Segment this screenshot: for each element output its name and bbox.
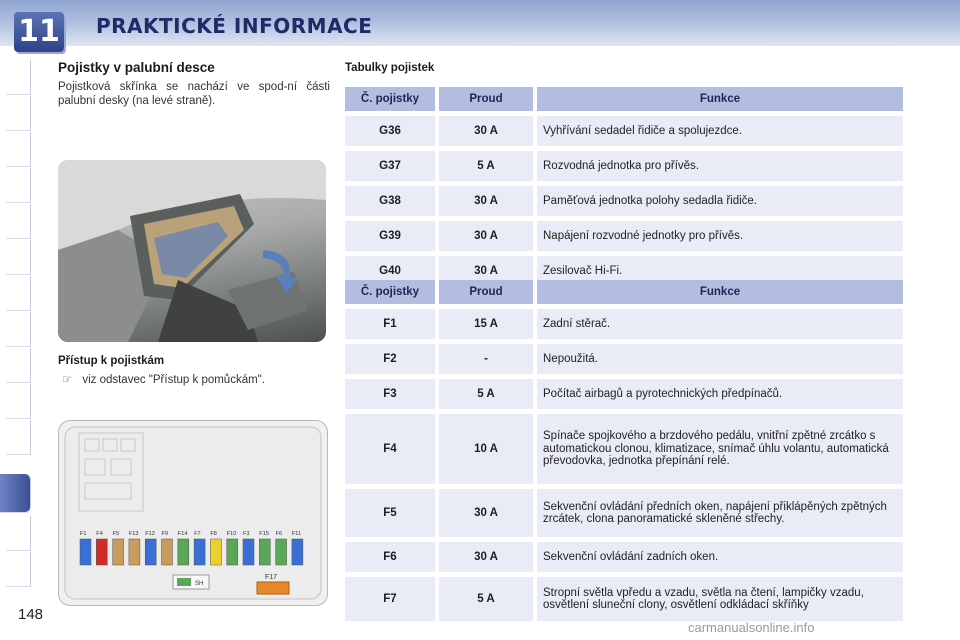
cell-func: Sekvenční ovládání zadních oken.	[537, 542, 903, 572]
fuse	[243, 539, 254, 565]
cell-code: G38	[345, 186, 435, 216]
cell-code: F7	[345, 577, 435, 621]
side-tab[interactable]	[6, 552, 31, 587]
side-tab[interactable]	[6, 420, 31, 455]
fuse	[292, 539, 303, 565]
table-row	[345, 151, 903, 181]
page-title: PRAKTICKÉ INFORMACE	[96, 14, 373, 38]
table-row	[345, 577, 903, 621]
fuse	[162, 539, 173, 565]
fuse	[178, 539, 189, 565]
cell-amp: 5 A	[439, 151, 533, 181]
access-note	[58, 372, 265, 386]
side-tab[interactable]	[6, 60, 31, 95]
cell-amp: 15 A	[439, 309, 533, 339]
fuse-label: F13	[128, 531, 139, 537]
fuse	[276, 539, 287, 565]
cell-amp: 30 A	[439, 489, 533, 537]
cell-amp: 30 A	[439, 221, 533, 251]
side-tab[interactable]	[6, 96, 31, 131]
watermark: carmanualsonline.info	[688, 620, 815, 635]
cell-func: Počítač airbagů a pyrotechnických předpínačů.	[537, 379, 903, 409]
fuse-label: F9	[161, 531, 169, 537]
fuse-label: F4	[96, 531, 103, 537]
access-title: Přístup k pojistkám	[58, 355, 165, 367]
intro-section	[58, 60, 330, 108]
header-code: Č. pojistky	[345, 87, 435, 111]
fuse-label: F15	[259, 531, 269, 537]
fuse	[194, 539, 205, 565]
side-tab[interactable]	[6, 312, 31, 347]
cell-code: G39	[345, 221, 435, 251]
cell-amp: 5 A	[439, 577, 533, 621]
header-amp: Proud	[439, 280, 533, 304]
fuse-label: F14	[177, 531, 188, 537]
cell-func: Paměťová jednotka polohy sedadla řidiče.	[537, 186, 903, 216]
fuse-label: F11	[291, 531, 302, 537]
cell-amp: 5 A	[439, 379, 533, 409]
side-tab[interactable]	[6, 168, 31, 203]
cell-amp: 30 A	[439, 256, 533, 286]
side-tab[interactable]	[6, 516, 31, 551]
fuse-label: F1	[80, 531, 87, 537]
side-tab[interactable]	[6, 132, 31, 167]
cell-code: G36	[345, 116, 435, 146]
cell-code: G37	[345, 151, 435, 181]
table-row	[345, 379, 903, 409]
fuse	[259, 539, 270, 565]
fuse-label: F5	[112, 531, 120, 537]
fuse-label: F3	[243, 531, 250, 537]
table-header-row	[345, 87, 903, 111]
big-fuse	[257, 582, 289, 594]
cell-code: F4	[345, 414, 435, 484]
cell-func: Sekvenční ovládání předních oken, napájení přiklápěných zpětných zrcátek, clona panoramatické skleněné střechy.	[537, 489, 903, 537]
fuse-table-1	[341, 82, 907, 291]
cell-amp: 10 A	[439, 414, 533, 484]
side-tab[interactable]	[6, 240, 31, 275]
fuse	[113, 539, 124, 565]
cell-code: F3	[345, 379, 435, 409]
pointing-hand-icon: ☞	[62, 374, 73, 386]
side-tab[interactable]	[6, 204, 31, 239]
cell-code: F2	[345, 344, 435, 374]
side-tab[interactable]	[6, 348, 31, 383]
dashboard-photo-drawing	[58, 160, 326, 342]
side-tab[interactable]	[6, 384, 31, 419]
big-fuse-label: F17	[265, 574, 278, 581]
table-row	[345, 116, 903, 146]
table-row	[345, 489, 903, 537]
table-row	[345, 186, 903, 216]
cell-func: Spínače spojkového a brzdového pedálu, vnitřní zpětné zrcátko s automatickou clonou, klimatizace, snímač úhlu volantu, automatická převodovka, jednotka přepínání relé.	[537, 414, 903, 484]
fuse-label: F7	[194, 531, 201, 537]
chapter-badge: 11	[14, 12, 64, 52]
fuse-label: F8	[210, 531, 217, 537]
cell-amp: 30 A	[439, 116, 533, 146]
side-tab-strip	[0, 60, 32, 580]
side-tab-active[interactable]	[0, 474, 31, 513]
fuse	[96, 539, 107, 565]
fuse	[129, 539, 140, 565]
cell-code: G40	[345, 256, 435, 286]
cell-code: F5	[345, 489, 435, 537]
cell-func: Napájení rozvodné jednotky pro přívěs.	[537, 221, 903, 251]
side-tab[interactable]	[6, 276, 31, 311]
fuse	[227, 539, 238, 565]
cell-func: Zesilovač Hi-Fi.	[537, 256, 903, 286]
section-text: Pojistková skřínka se nachází ve spod-ní části palubní desky (na levé straně).	[58, 81, 330, 107]
cell-amp: -	[439, 344, 533, 374]
fuse-label: F6	[275, 531, 283, 537]
fuse	[210, 539, 221, 565]
header-func: Funkce	[537, 280, 903, 304]
cell-func: Vyhřívání sedadel řidiče a spolujezdce.	[537, 116, 903, 146]
header-code: Č. pojistky	[345, 280, 435, 304]
table-header-row	[345, 280, 903, 304]
fuse	[80, 539, 91, 565]
table-row	[345, 542, 903, 572]
cell-func: Stropní světla vpředu a vzadu, světla na čtení, lampičky vzadu, osvětlení sluneční clony, osvětlení odkládací skříňky	[537, 577, 903, 621]
fuse-label: F12	[145, 531, 155, 537]
table-row	[345, 221, 903, 251]
fuse	[145, 539, 156, 565]
fuse-box-drawing	[59, 421, 327, 605]
cell-code: F1	[345, 309, 435, 339]
table-row	[345, 309, 903, 339]
header-func: Funkce	[537, 87, 903, 111]
cell-amp: 30 A	[439, 542, 533, 572]
fuse-table-2	[341, 275, 907, 626]
table-row	[345, 344, 903, 374]
cell-func: Rozvodná jednotka pro přívěs.	[537, 151, 903, 181]
section-title: Pojistky v palubní desce	[58, 60, 215, 75]
cell-func: Nepoužitá.	[537, 344, 903, 374]
access-text: viz odstavec "Přístup k pomůckám".	[82, 374, 265, 386]
cell-func: Zadní stěrač.	[537, 309, 903, 339]
relay-label: SH	[195, 581, 204, 587]
dashboard-fusebox-photo	[58, 160, 326, 342]
tables-title: Tabulky pojistek	[345, 62, 435, 74]
table-row	[345, 414, 903, 484]
page-number: 148	[18, 606, 44, 623]
header-amp: Proud	[439, 87, 533, 111]
cell-code: F6	[345, 542, 435, 572]
relay-fuse	[177, 578, 191, 586]
cell-amp: 30 A	[439, 186, 533, 216]
fuse-label: F10	[226, 531, 237, 537]
fuse-box-diagram	[58, 420, 328, 606]
